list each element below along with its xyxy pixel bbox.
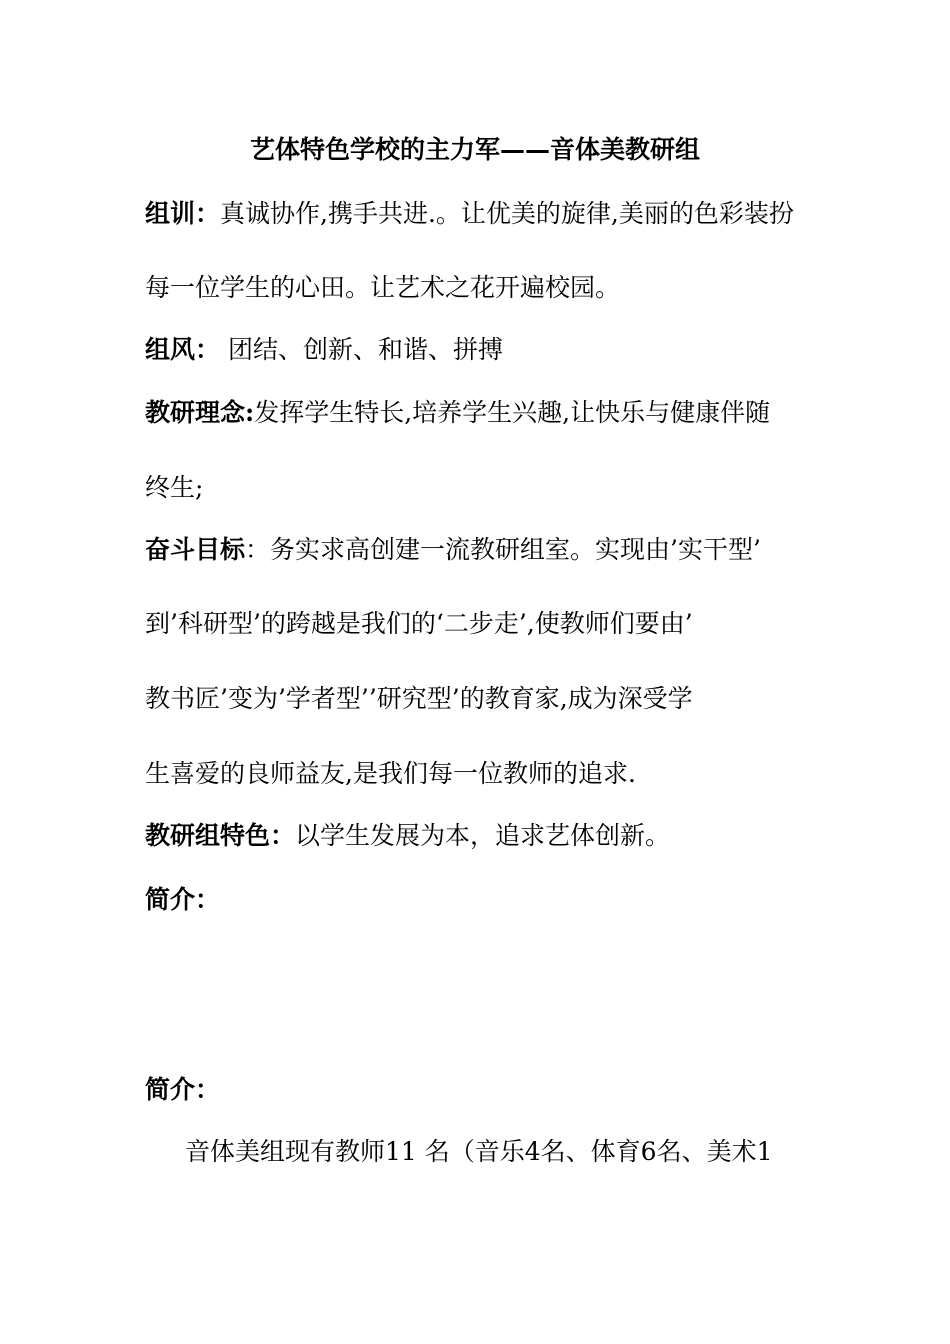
goal-line-3 <box>145 681 693 717</box>
motto-text-2: 每一位学生的心田。让艺术之花开遍校园。 <box>145 273 621 302</box>
goal-line-2 <box>145 606 693 642</box>
motto-line-2 <box>145 270 620 306</box>
goal-text-1: ：务实求高创建一流教研组室。实现由’实干型’ <box>245 535 761 564</box>
goal-label: 奋斗目标 <box>145 535 246 564</box>
philosophy-line-2 <box>145 470 203 506</box>
feature-label: 教研组特色： <box>145 821 296 850</box>
intro-heading-1 <box>145 882 220 918</box>
intro-paragraph <box>185 1134 772 1170</box>
philosophy-text-2: 终生; <box>145 473 204 502</box>
intro-heading-2 <box>145 1072 220 1108</box>
feature-text: 以学生发展为本，追求艺体创新。 <box>295 821 671 850</box>
intro-text: 音体美组现有教师11 名（音乐4名、体育6名、美术1 <box>185 1137 773 1166</box>
philosophy-text-1: 发挥学生特长,培养学生兴趣,让快乐与健康伴随 <box>254 398 771 427</box>
motto-text-1: 真诚协作,携手共进.。让优美的旋律,美丽的色彩装扮 <box>220 199 794 228</box>
goal-text-4: 生喜爱的良师益友,是我们每一位教师的追求. <box>145 759 636 788</box>
goal-text-2: 到’科研型’的跨越是我们的‘二步走’,使教师们要由’ <box>145 609 693 638</box>
philosophy-line-1 <box>145 395 770 431</box>
intro-label-1: 简介： <box>145 885 221 914</box>
goal-line-4 <box>145 756 636 792</box>
document-title: 艺体特色学校的主力军——音体美教研组 <box>249 135 700 164</box>
motto-line-1 <box>145 196 794 232</box>
feature-line <box>145 818 670 854</box>
motto-label: 组训： <box>145 199 221 228</box>
intro-label-2: 简介： <box>145 1075 221 1104</box>
philosophy-label: 教研理念: <box>145 398 255 427</box>
goal-text-3: 教书匠’变为’学者型’’研究型’的教育家,成为深受学 <box>145 684 693 713</box>
style-label: 组风： <box>145 335 221 364</box>
style-line <box>145 332 503 368</box>
goal-line-1 <box>145 532 761 568</box>
style-text: 团结、创新、和谐、拼搏 <box>220 335 503 364</box>
